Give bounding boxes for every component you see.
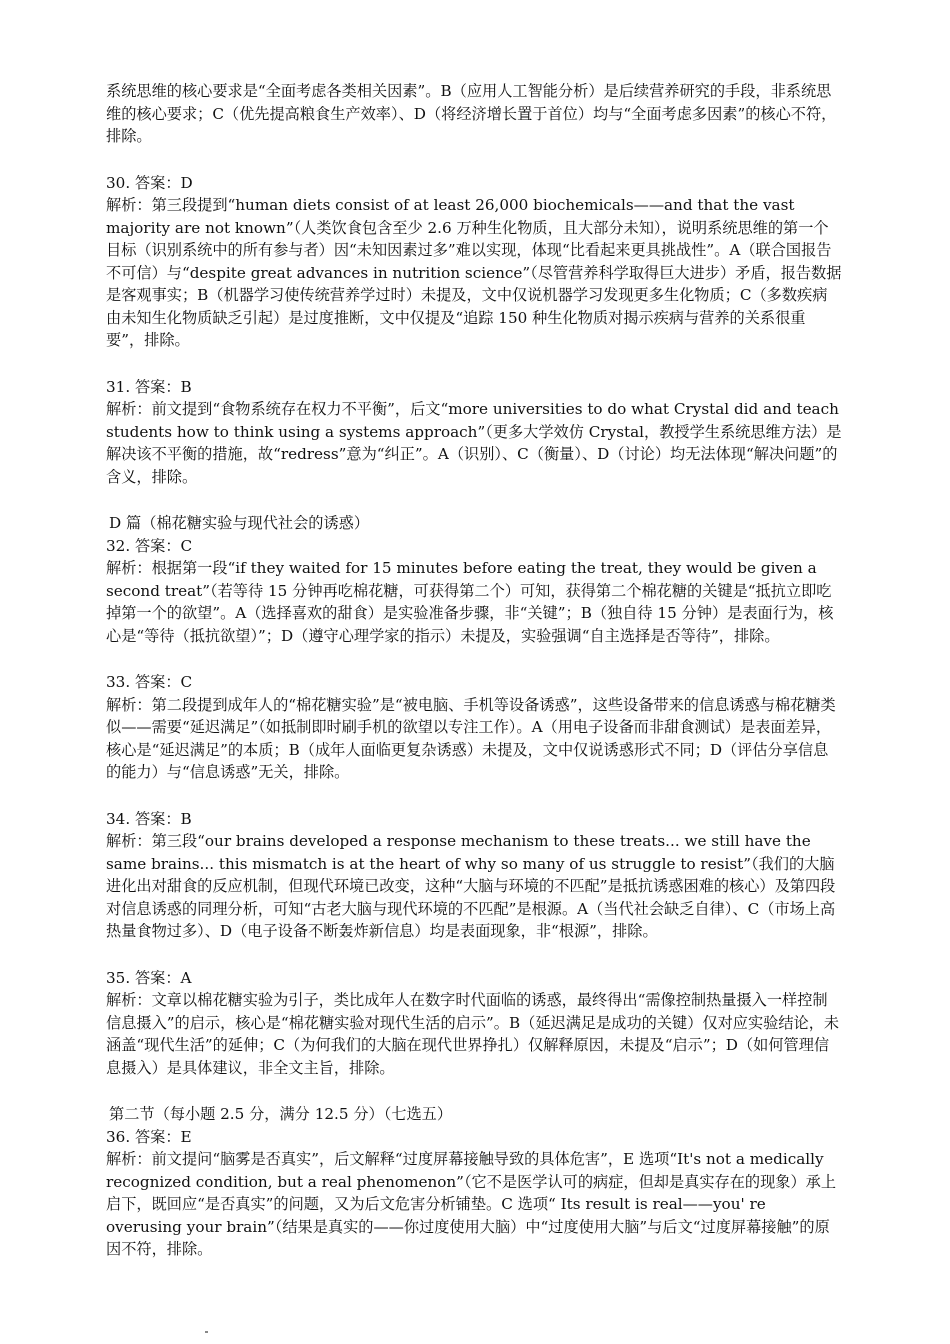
answer-line: 32. 答案：C xyxy=(106,536,193,555)
answer-block-32 xyxy=(106,535,842,648)
spacer xyxy=(106,488,842,512)
answer-line: 35. 答案：A xyxy=(106,968,192,987)
answer-line: 36. 答案：E xyxy=(106,1127,192,1146)
section-d-heading: D 篇（棉花糖实验与现代社会的诱惑） xyxy=(109,514,370,532)
answer-line: 30. 答案：D xyxy=(106,173,193,192)
answer-block-31 xyxy=(106,376,842,489)
answer-block-34 xyxy=(106,808,842,943)
spacer xyxy=(106,943,842,967)
spacer xyxy=(106,352,842,376)
analysis-text: 解析：前文提问“脑雾是否真实”，后文解释“过度屏幕接触导致的具体危害”，E 选项“It's not a medically recognized condition, but a real phenomenon”（它不是医学认可的病症，但却是真实存在的现象）承上启下，既回应“是否真实”的问题，又为后文危害分析铺垫。C 选项“ Its result is real——you' re overusing your brain”（结果是真实的——你过度使用大脑）中“过度使用大脑”与后文“过度屏幕接触”的原因不符，排除。 xyxy=(106,1150,837,1258)
page-mark xyxy=(205,1331,208,1333)
answer-block-35 xyxy=(106,967,842,1080)
answer-block-36 xyxy=(106,1126,842,1261)
analysis-text: 解析：文章以棉花糖实验为引子，类比成年人在数字时代面临的诱惑，最终得出“需像控制热量摄入一样控制信息摄入”的启示，核心是“棉花糖实验对现代生活的启示”。B（延迟满足是成功的关键）仅对应实验结论，未涵盖“现代生活”的延伸；C（为何我们的大脑在现代世界挣扎）仅解释原因，未提及“启示”；D（如何管理信息摄入）是具体建议，非全文主旨，排除。 xyxy=(106,991,840,1077)
spacer xyxy=(106,148,842,172)
analysis-text: 解析：前文提到“食物系统存在权力不平衡”，后文“more universities to do what Crystal did and teach students how to think using a systems approach”（更多大学效仿 Crystal，教授学生系统思维方法）是解决该不平衡的措施，故“redress”意为“纠正”。A（识别）、C（衡量）、D（讨论）均无法体现“解决问题”的含义，排除。 xyxy=(106,400,842,486)
analysis-text: 解析：根据第一段“if they waited for 15 minutes before eating the treat, they would be given a second treat”（若等待 15 分钟再吃棉花糖，可获得第二个）可知，获得第二个棉花糖的关键是“抵抗立即吃掉第一个的欲望”。A（选择喜欢的甜食）是实验准备步骤，非“关键”；B（独自待 15 分钟）是表面行为，核心是“等待（抵抗欲望）”；D（遵守心理学家的指示）未提及，实验强调“自主选择是否等待”，排除。 xyxy=(106,559,834,645)
intro-paragraph: 系统思维的核心要求是“全面考虑各类相关因素”。B（应用人工智能分析）是后续营养研究的手段，非系统思维的核心要求；C（优先提高粮食生产效率）、D（将经济增长置于首位）均与“全面考虑多因素”的核心不符，排除。 xyxy=(106,82,837,145)
analysis-text: 解析：第三段提到“human diets consist of at least 26,000 biochemicals——and that the vast majority are not known”（人类饮食包含至少 2.6 万种生化物质，且大部分未知），说明系统思维的第一个目标（识别系统中的所有参与者）因“未知因素过多”难以实现，体现“比看起来更具挑战性”。A（联合国报告不可信）与“despite great advances in nutrition science”（尽管营养科学取得巨大进步）矛盾，报告数据是客观事实；B（机器学习使传统营养学过时）未提及，文中仅说机器学习发现更多生化物质；C（多数疾病由未知生化物质缺乏引起）是过度推断，文中仅提及“追踪 150 种生化物质对揭示疾病与营养的关系很重要”，排除。 xyxy=(106,196,842,349)
analysis-text: 解析：第二段提到成年人的“棉花糖实验”是“被电脑、手机等设备诱惑”，这些设备带来的信息诱惑与棉花糖类似——需要“延迟满足”（如抵制即时刷手机的欲望以专注工作）。A（用电子设备而非甜食测试）是表面差异，核心是“延迟满足”的本质；B（成年人面临更复杂诱惑）未提及，文中仅说诱惑形式不同；D（评估分享信息的能力）与“信息诱惑”无关，排除。 xyxy=(106,695,836,781)
answer-line: 33. 答案：C xyxy=(106,673,193,691)
spacer xyxy=(106,1079,842,1103)
section2-heading: 第二节（每小题 2.5 分，满分 12.5 分）（七选五） xyxy=(109,1105,453,1123)
answer-block-33 xyxy=(106,671,842,784)
answer-line: 31. 答案：B xyxy=(106,377,192,396)
answer-line: 34. 答案：B xyxy=(106,809,192,828)
document-page xyxy=(106,80,842,1261)
spacer xyxy=(106,784,842,808)
analysis-text: 解析：第三段“our brains developed a response mechanism to these treats... we still have the same brains... this mismatch is at the heart of why so many of us struggle to resist”（我们的大脑进化出对甜食的反应机制，但现代环境已改变，这种“大脑与环境的不匹配”是抵抗诱惑困难的核心）及第四段对信息诱惑的同理分析，可知“古老大脑与现代环境的不匹配”是根源。A（当代社会缺乏自律）、C（市场上高热量食物过多）、D（电子设备不断轰炸新信息）均是表面现象，非“根源”，排除。 xyxy=(106,832,836,940)
answer-block-30 xyxy=(106,172,842,352)
spacer xyxy=(106,647,842,671)
